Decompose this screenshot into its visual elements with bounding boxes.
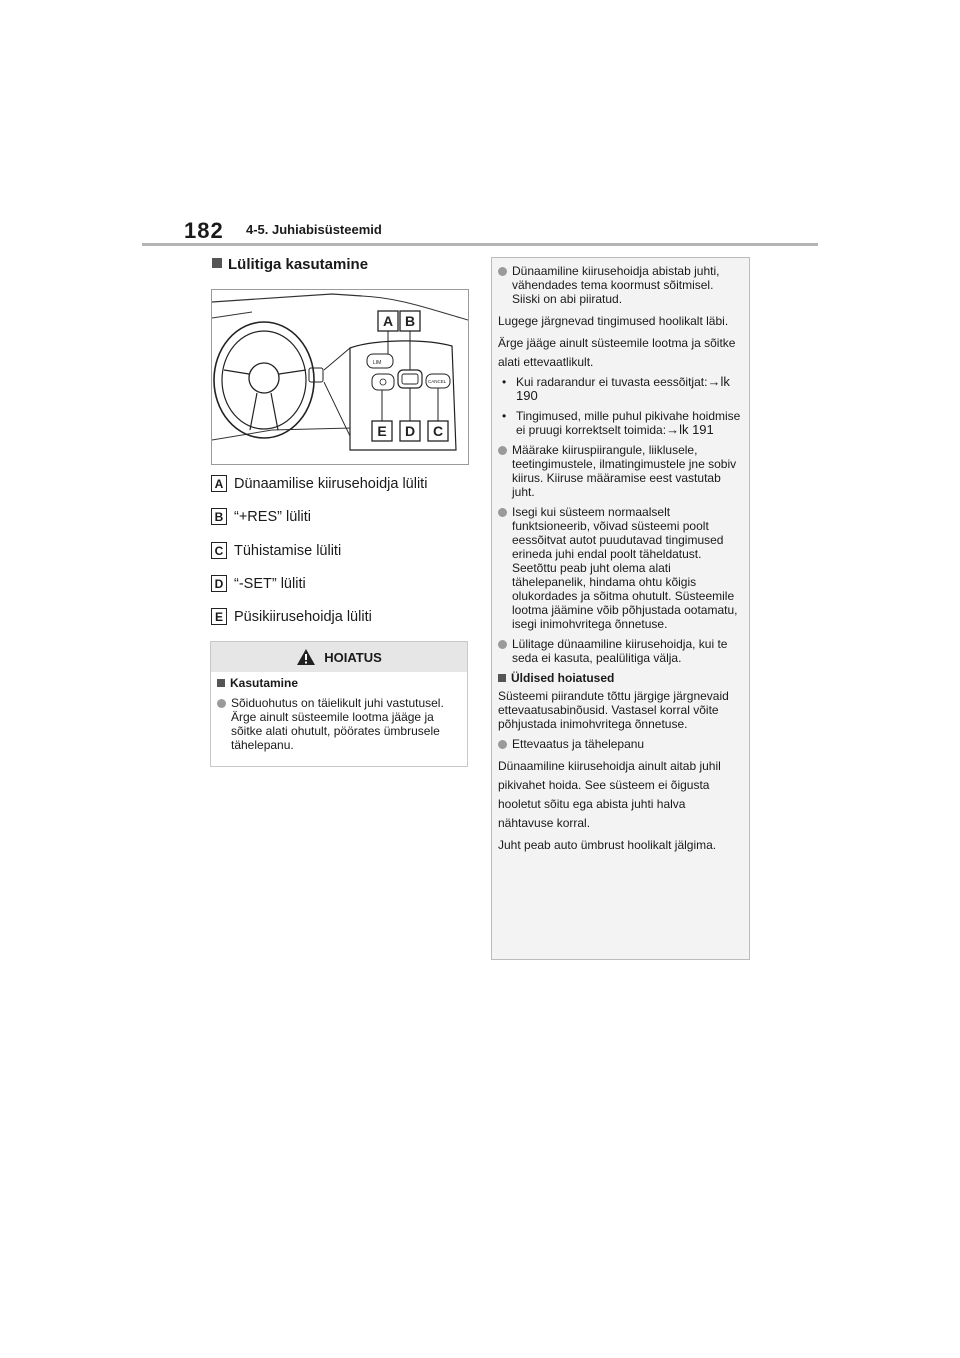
panel-sub-item — [498, 375, 743, 403]
header-rule — [142, 243, 818, 246]
panel-item — [498, 443, 743, 499]
panel-item-text: Dünaamiline kiirusehoidja abistab juhti, vähendades tema koormust sõitmisel. Siiski on abi piiratud. — [512, 264, 720, 306]
legend-item-c — [211, 542, 471, 559]
callout-b: B — [404, 313, 416, 329]
cancel-button-label: CANCEL — [428, 379, 447, 384]
panel-subheading — [498, 671, 743, 685]
warning-box — [210, 641, 468, 767]
legend-item-b — [211, 508, 471, 525]
section-title-text: Lülitiga kasutamine — [228, 256, 369, 273]
legend-text: Püsikiirusehoidja lüliti — [234, 608, 372, 625]
sub-item-text: Tingimused, mille puhul pikivahe hoidmise ei pruugi korrektselt toimida: — [516, 409, 741, 437]
bullet-dot-icon — [498, 446, 507, 455]
legend-letter: A — [211, 475, 227, 492]
warning-text: Sõiduohutus on täielikult juhi vastutusel. Ärge ainult süsteemile lootma jääge ja sõitke alati ohutult, pöörates ümbrusele tähelepanu. — [231, 696, 444, 752]
sub-bullet: • — [502, 409, 507, 423]
bullet-dot-icon — [498, 508, 507, 517]
warning-header — [211, 642, 467, 672]
info-panel — [491, 257, 750, 960]
callout-e: E — [377, 423, 387, 439]
callout-d: D — [404, 423, 416, 439]
sub-item-text: Kui radarandur ei tuvasta eessõitjat: — [516, 375, 708, 389]
panel-item — [498, 637, 743, 665]
panel-paragraph: Juht peab auto ümbrust hoolikalt jälgima. — [498, 838, 717, 852]
panel-item-text: Isegi kui süsteem normaalselt funktsioneerib, võivad süsteemi poolt eessõitvat autot puudutavad tingimused erineda juhi endal poolt täheldatust. Seetõttu peab juht olema alati tähelepanelik, hindama ohtu kõigis olukordades ja sõitma ohutult. Süsteemile lootma jäämine võib põhjustada ootamatu, isegi inimohvritega õnnetuse. — [512, 505, 738, 631]
steering-wheel-illustration — [212, 290, 468, 464]
legend-letter: C — [211, 542, 227, 559]
bullet-dot-icon — [498, 267, 507, 276]
panel-subheading-text: Üldised hoiatused — [511, 671, 615, 685]
panel-paragraph: Lugege järgnevad tingimused hoolikalt läbi. — [498, 314, 729, 328]
warning-triangle-icon — [296, 648, 316, 666]
legend-letter: D — [211, 575, 227, 592]
panel-item-text: Lülitage dünaamiline kiirusehoidja, kui te seda ei kasuta, pealülitiga välja. — [512, 637, 728, 665]
panel-item — [498, 505, 743, 631]
panel-paragraph: Ärge jääge ainult süsteemile lootma ja sõitke alati ettevaatlikult. — [498, 336, 736, 369]
legend-letter: B — [211, 508, 227, 525]
section-title — [212, 256, 368, 273]
panel-paragraph: Dünaamiline kiirusehoidja ainult aitab juhil pikivahet hoida. See süsteem ei õigusta hooletut sõitu ega abista juhti halva nähtavuse korral. — [498, 759, 721, 830]
legend-letter: E — [211, 608, 227, 625]
bullet-dot-icon — [217, 699, 226, 708]
bullet-dot-icon — [498, 740, 507, 749]
page-reference-link[interactable]: →lk 191 — [666, 422, 714, 437]
sub-bullet: • — [502, 375, 507, 389]
warning-subheading — [217, 676, 461, 690]
legend-item-d — [211, 575, 471, 592]
lim-button-label: LIM — [373, 360, 382, 366]
legend-text: Tühistamise lüliti — [234, 542, 342, 559]
warning-title: HOIATUS — [324, 649, 382, 665]
panel-item — [498, 264, 743, 306]
square-bullet-icon — [212, 258, 222, 268]
square-bullet-icon — [498, 674, 506, 682]
warning-item — [217, 696, 461, 752]
page-reference-link[interactable]: →lk 190 — [516, 374, 730, 403]
callout-c: C — [432, 423, 444, 439]
panel-item — [498, 737, 743, 751]
panel-sub-item — [498, 409, 743, 437]
legend-text: “-SET” lüliti — [234, 575, 306, 592]
chapter-title: 4-5. Juhiabisüsteemid — [246, 222, 382, 237]
page-number: 182 — [184, 218, 224, 243]
panel-item-text: Ettevaatus ja tähelepanu — [512, 737, 645, 751]
callout-a: A — [382, 313, 394, 329]
square-bullet-icon — [217, 679, 225, 687]
legend-text: Dünaamilise kiirusehoidja lüliti — [234, 475, 428, 492]
legend-item-a — [211, 475, 471, 492]
panel-paragraph: Süsteemi piirandute tõttu järgige järgnevaid ettevaatusabinõusid. Vastasel korral võite põhjustada inimohvritega õnnetuse. — [498, 689, 729, 731]
legend-text: “+RES” lüliti — [234, 508, 311, 525]
warning-subheading-text: Kasutamine — [230, 676, 299, 690]
panel-item-text: Määrake kiiruspiirangule, liiklusele, teetingimustele, ilmatingimustele jne sobiv kiirus. Kiiruse määramise eest vastutab juht. — [512, 443, 737, 499]
legend-item-e — [211, 608, 471, 625]
bullet-dot-icon — [498, 640, 507, 649]
steering-wheel-figure — [211, 289, 469, 465]
